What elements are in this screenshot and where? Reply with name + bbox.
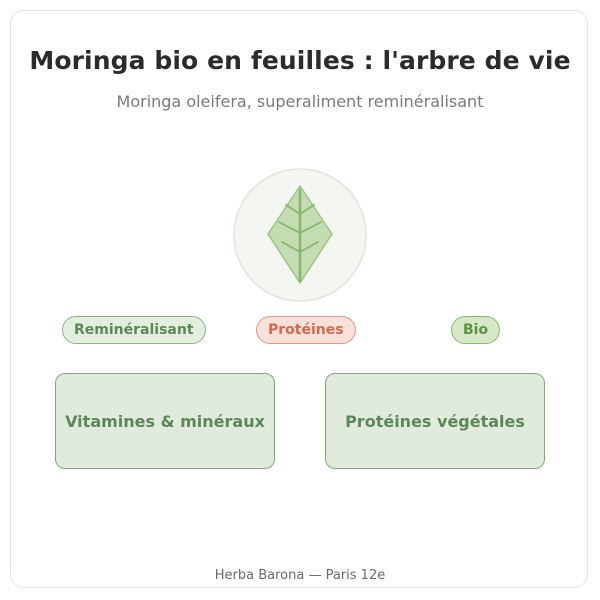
page-title: Moringa bio en feuilles : l'arbre de vie xyxy=(29,46,571,75)
badge-bio: Bio xyxy=(451,316,500,344)
box-proteines-vegetales-label: Protéines végétales xyxy=(345,411,525,431)
leaf-illustration xyxy=(232,167,368,303)
badge-proteines: Protéines xyxy=(256,316,356,344)
badge-remineralisant: Reminéralisant xyxy=(62,316,206,344)
box-proteines-vegetales xyxy=(325,373,545,469)
box-vitamines-mineraux xyxy=(55,373,275,469)
leaf-icon xyxy=(232,167,368,303)
page-subtitle: Moringa oleifera, superaliment reminéralisant xyxy=(116,92,484,111)
footer-credit: Herba Barona — Paris 12e xyxy=(214,568,386,583)
box-vitamines-mineraux-label: Vitamines & minéraux xyxy=(65,411,265,431)
